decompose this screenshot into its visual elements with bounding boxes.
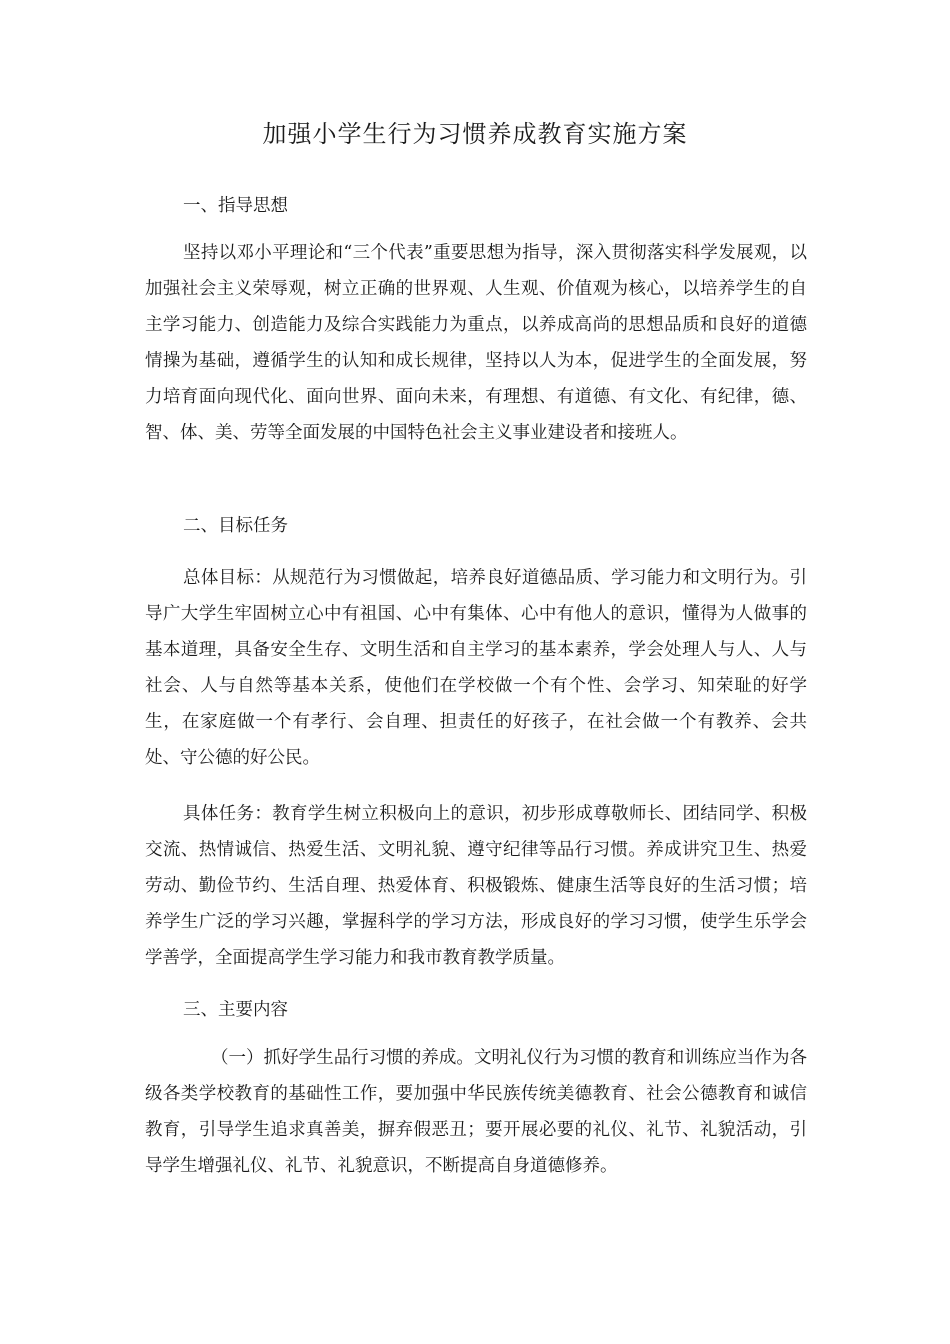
paragraph-overall-goal: 总体目标：从规范行为习惯做起，培养良好道德品质、学习能力和文明行为。引导广大学生牢固树立心中有祖国、心中有集体、心中有他人的意识，懂得为人做事的基本道理，具备安全生存、文明生活和自主学习的基本素养，学会处理人与人、人与社会、人与自然等基本关系，使他们在学校做一个有个性、会学习、知荣耻的好学生，在家庭做一个有孝行、会自理、担责任的好孩子，在社会做一个有教养、会共处、守公德的好公民。 [145, 568, 807, 768]
paragraph-guiding-thought: 坚持以邓小平理论和“三个代表”重要思想为指导，深入贯彻落实科学发展观，以加强社会主义荣辱观，树立正确的世界观、人生观、价值观为核心，以培养学生的自主学习能力、创造能力及综合实践能力为重点，以养成高尚的思想品质和良好的道德情操为基础，遵循学生的认知和成长规律，坚持以人为本，促进学生的全面发展，努力培育面向现代化、面向世界、面向未来，有理想、有道德、有文化、有纪律，德、智、体、美、劳等全面发展的中国特色社会主义事业建设者和接班人。 [145, 243, 807, 443]
section-heading-guiding-thought: 一、指导思想 [183, 196, 288, 216]
paragraph-conduct-habits: （一）抓好学生品行习惯的养成。文明礼仪行为习惯的教育和训练应当作为各级各类学校教育的基础性工作，要加强中华民族传统美德教育、社会公德教育和诚信教育，引导学生追求真善美，摒弃假恶丑；要开展必要的礼仪、礼节、礼貌活动，引导学生增强礼仪、礼节、礼貌意识，不断提高自身道德修养。 [145, 1048, 807, 1176]
section-heading-main-content: 三、主要内容 [183, 1000, 288, 1020]
document-title: 加强小学生行为习惯养成教育实施方案 [262, 120, 688, 148]
section-heading-goals: 二、目标任务 [183, 516, 288, 536]
paragraph-specific-tasks: 具体任务：教育学生树立积极向上的意识，初步形成尊敬师长、团结同学、积极交流、热情诚信、热爱生活、文明礼貌、遵守纪律等品行习惯。养成讲究卫生、热爱劳动、勤俭节约、生活自理、热爱体育、积极锻炼、健康生活等良好的生活习惯；培养学生广泛的学习兴趣，掌握科学的学习方法，形成良好的学习习惯，使学生乐学会学善学，全面提高学生学习能力和我市教育教学质量。 [145, 804, 807, 968]
